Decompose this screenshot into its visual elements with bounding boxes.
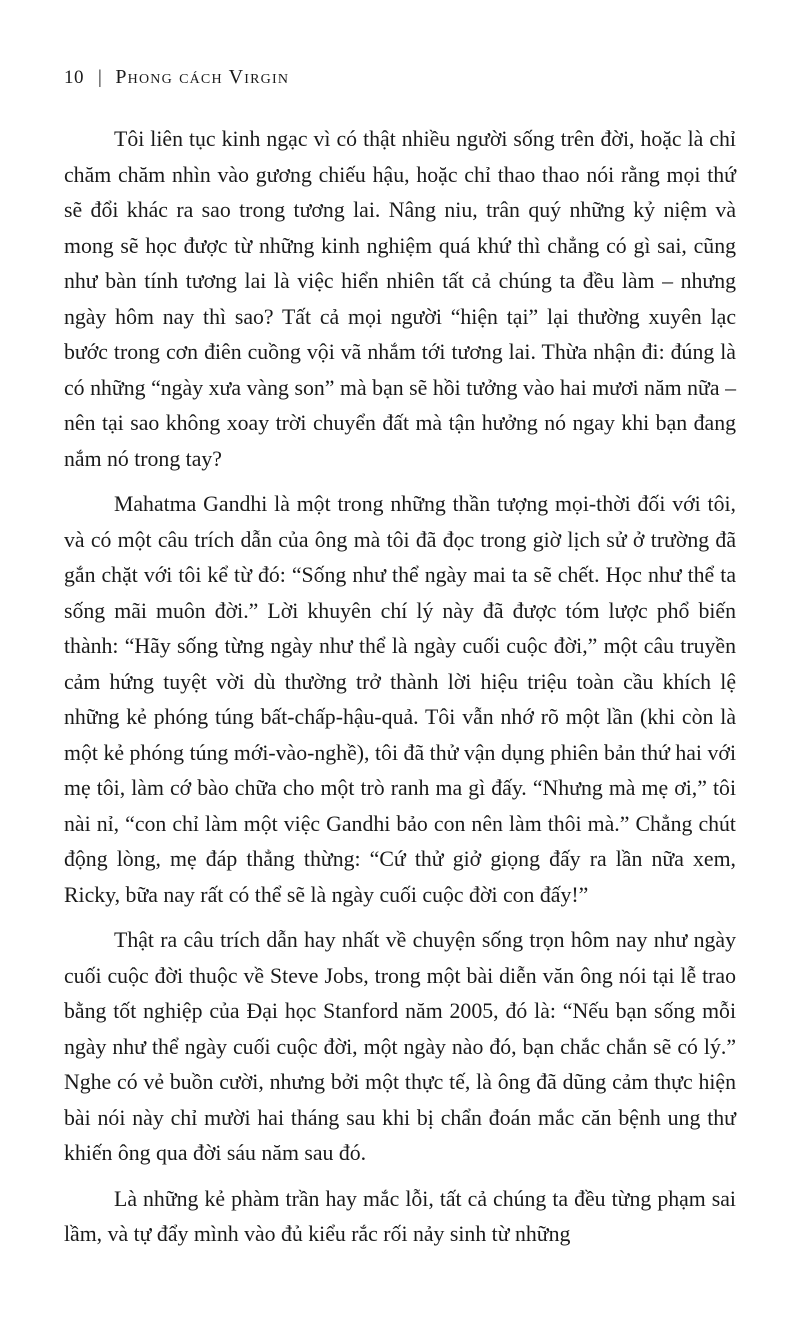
book-title: Phong cách Virgin [115, 66, 290, 88]
paragraph-2: Mahatma Gandhi là một trong những thần tượng mọi-thời đối với tôi, và có một câu trích dẫn của ông mà tôi đã đọc trong giờ lịch sử ở trường đã gắn chặt với tôi kể từ đó: “Sống như thể ngày mai ta sẽ chết. Học như thể ta sống mãi muôn đời.” Lời khuyên chí lý này đã được tóm lược phổ biến thành: “Hãy sống từng ngày như thể là ngày cuối cuộc đời,” một câu truyền cảm hứng tuyệt vời dù thường trở thành lời hiệu triệu toàn cầu khích lệ những kẻ phóng túng bất-chấp-hậu-quả. Tôi vẫn nhớ rõ một lần (khi còn là một kẻ phóng túng mới-vào-nghề), tôi đã thử vận dụng phiên bản thứ hai với mẹ tôi, làm cớ bào chữa cho một trò ranh ma gì đấy. “Nhưng mà mẹ ơi,” tôi nài nỉ, “con chỉ làm một việc Gandhi bảo con nên làm thôi mà.” Chẳng chút động lòng, mẹ đáp thẳng thừng: “Cứ thử giở giọng đấy ra lần nữa xem, Ricky, bữa nay rất có thể sẽ là ngày cuối cuộc đời con đấy!” [64, 492, 736, 907]
header-separator: | [98, 67, 103, 88]
page-number: 10 [64, 67, 84, 88]
paragraph-3: Thật ra câu trích dẫn hay nhất về chuyện sống trọn hôm nay như ngày cuối cuộc đời thuộc về Steve Jobs, trong một bài diễn văn ông nói tại lễ trao bằng tốt nghiệp của Đại học Stanford năm 2005, đó là: “Nếu bạn sống mỗi ngày như thể ngày cuối cuộc đời, một ngày nào đó, bạn chắc chắn sẽ có lý.” Nghe có vẻ buồn cười, nhưng bởi một thực tế, là ông đã dũng cảm thực hiện bài nói này chỉ mười hai tháng sau khi bị chẩn đoán mắc căn bệnh ung thư khiến ông qua đời sáu năm sau đó. [64, 928, 736, 1165]
paragraph-1: Tôi liên tục kinh ngạc vì có thật nhiều người sống trên đời, hoặc là chỉ chăm chăm nhìn vào gương chiếu hậu, hoặc chỉ thao thao nói rằng mọi thứ sẽ đổi khác ra sao trong tương lai. Nâng niu, trân quý những kỷ niệm và mong sẽ học được từ những kinh nghiệm quá khứ thì chẳng có gì sai, cũng như bàn tính tương lai là việc hiển nhiên tất cả chúng ta đều làm – nhưng ngày hôm nay thì sao? Tất cả mọi người “hiện tại” lại thường xuyên lạc bước trong cơn điên cuồng vội vã nhắm tới tương lai. Thừa nhận đi: đúng là có những “ngày xưa vàng son” mà bạn sẽ hồi tưởng vào hai mươi năm nữa – nên tại sao không xoay trời chuyển đất mà tận hưởng nó ngay khi bạn đang nắm nó trong tay? [64, 127, 736, 471]
running-header [64, 66, 289, 89]
body-text [64, 122, 736, 1253]
paragraph-4: Là những kẻ phàm trần hay mắc lỗi, tất cả chúng ta đều từng phạm sai lầm, và tự đẩy mình vào đủ kiểu rắc rối nảy sinh từ những [64, 1186, 736, 1246]
